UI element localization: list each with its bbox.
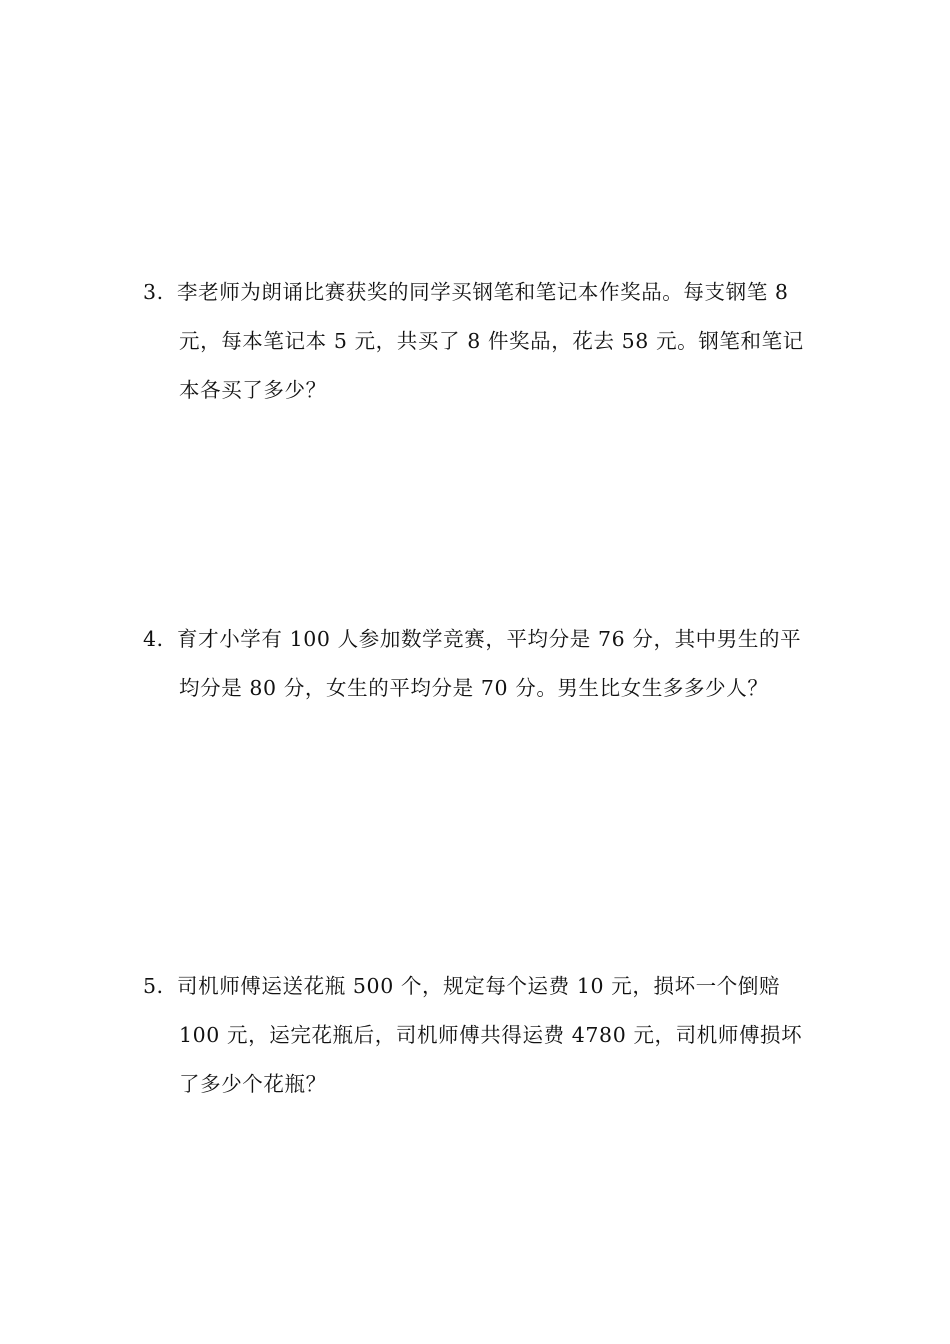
- problem-text-line: 均分是 80 分，女生的平均分是 70 分。男生比女生多多少人？: [179, 676, 769, 700]
- problem-number: 4．: [143, 627, 178, 651]
- problem-text-line: 本各买了多少？: [179, 378, 327, 402]
- problem-number: 5．: [143, 974, 178, 998]
- problem-text-line: 育才小学有 100 人参加数学竞赛，平均分是 76 分，其中男生的平: [177, 627, 802, 651]
- problem-text-line: 元，每本笔记本 5 元，共买了 8 件奖品，花去 58 元。钢笔和笔记: [179, 329, 804, 353]
- problem-text-line: 李老师为朗诵比赛获奖的同学买钢笔和笔记本作奖品。每支钢笔 8: [177, 280, 789, 304]
- problem-text-line: 了多少个花瓶？: [179, 1072, 327, 1096]
- problem-text-line: 100 元，运完花瓶后，司机师傅共得运费 4780 元，司机师傅损坏: [179, 1023, 803, 1047]
- problem-text-line: 司机师傅运送花瓶 500 个，规定每个运费 10 元，损坏一个倒赔: [177, 974, 781, 998]
- problem-number: 3.: [143, 280, 164, 304]
